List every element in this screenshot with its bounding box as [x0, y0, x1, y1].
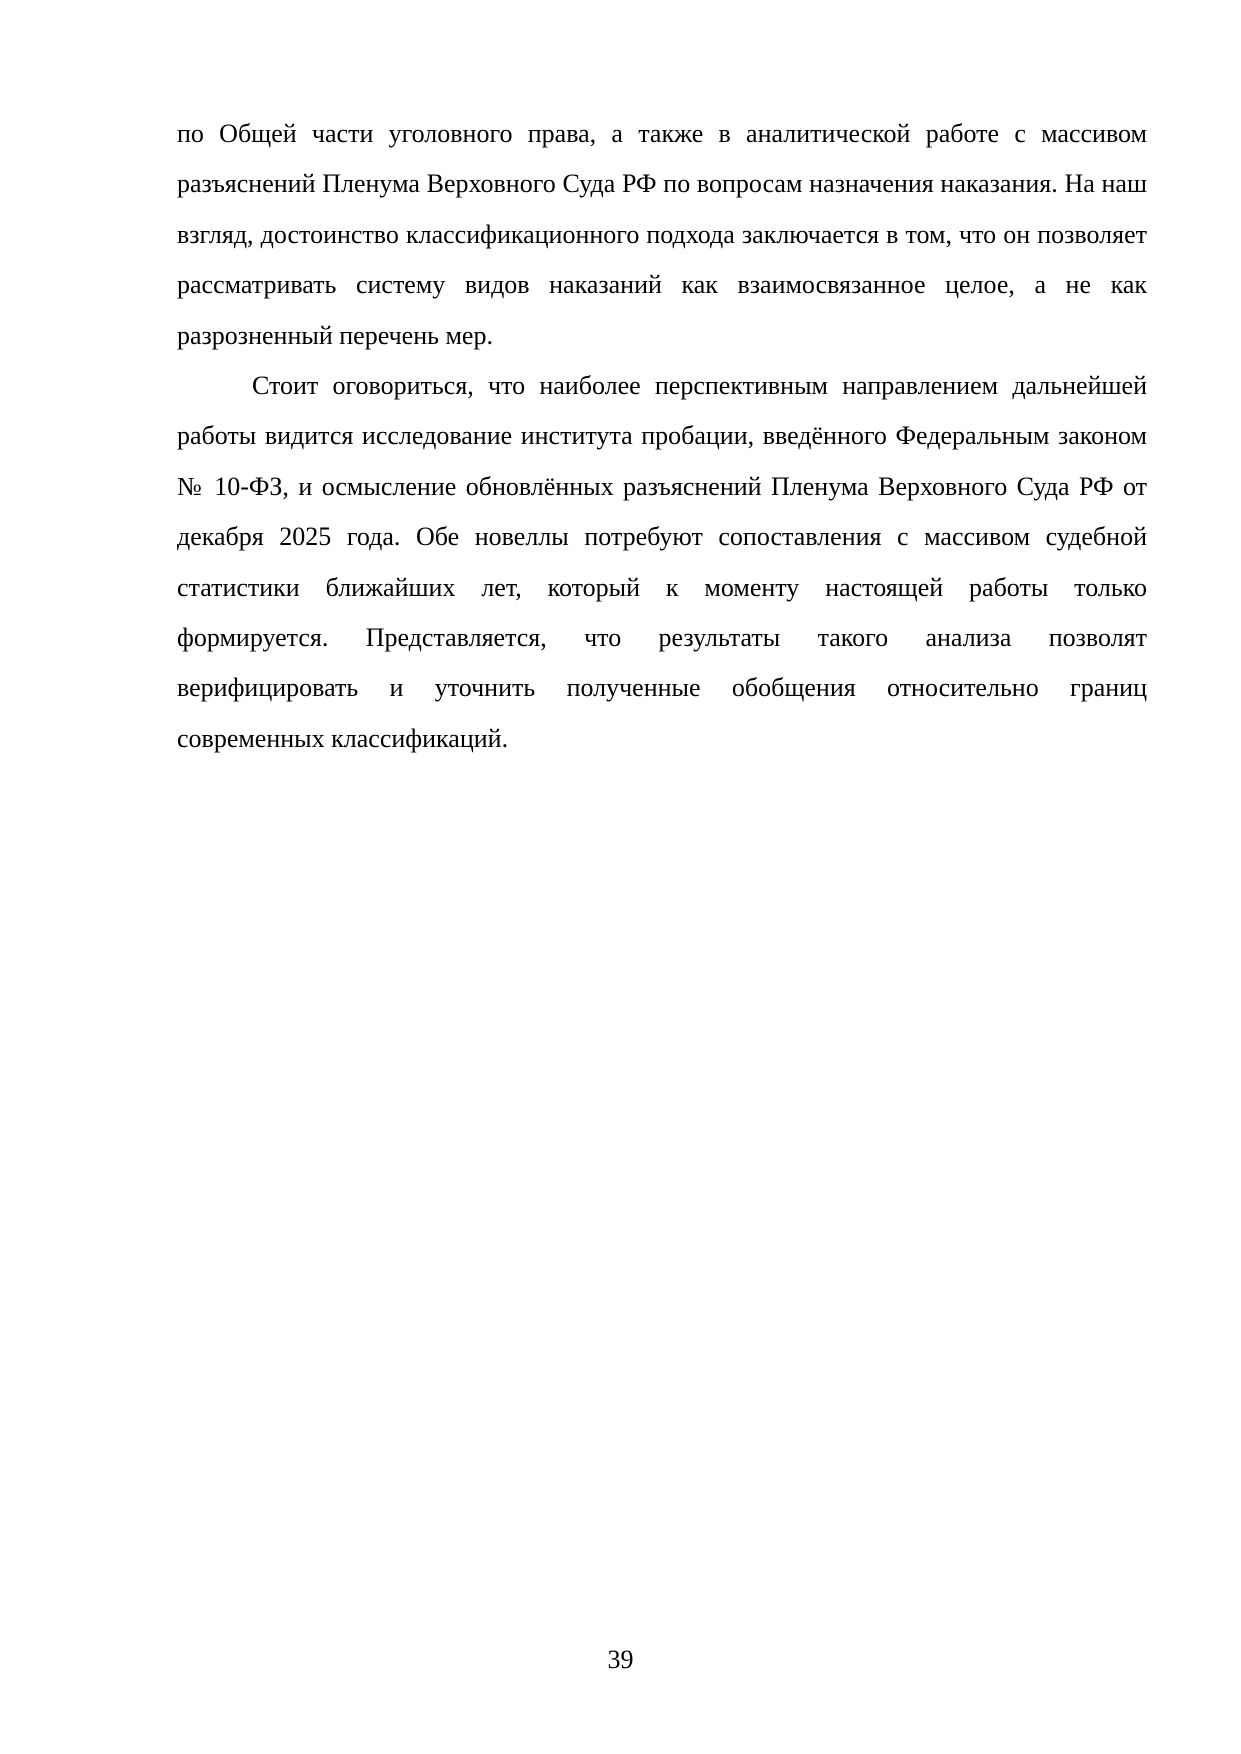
page-number: 39 [607, 1645, 634, 1674]
paragraph-conclusion: Стоит оговориться, что наиболее перспективным направлением дальнейшей работы видится исследование института пробации, введённого Федеральным законом № 10-ФЗ, и осмысление обновлённых разъяснений Пленума Верховного Суда РФ от декабря 2025 года. Обе новеллы потребуют сопоставления с массивом судебной статистики ближайших лет, который к моменту настоящей работы только формируется. Представляется, что результаты такого анализа позволят верифицировать и уточнить полученные обобщения относительно границ современных классификаций. [177, 371, 1147, 753]
paragraph-continuation: по Общей части уголовного права, а также в аналитической работе с массивом разъяснений Пленума Верховного Суда РФ по вопросам назначения наказания. На наш взгляд, достоинство классификационного подхода заключается в том, что он позволяет рассматривать систему видов наказаний как взаимосвязанное целое, а не как разрозненный перечень мер. [177, 119, 1147, 350]
text-body [177, 109, 1147, 764]
